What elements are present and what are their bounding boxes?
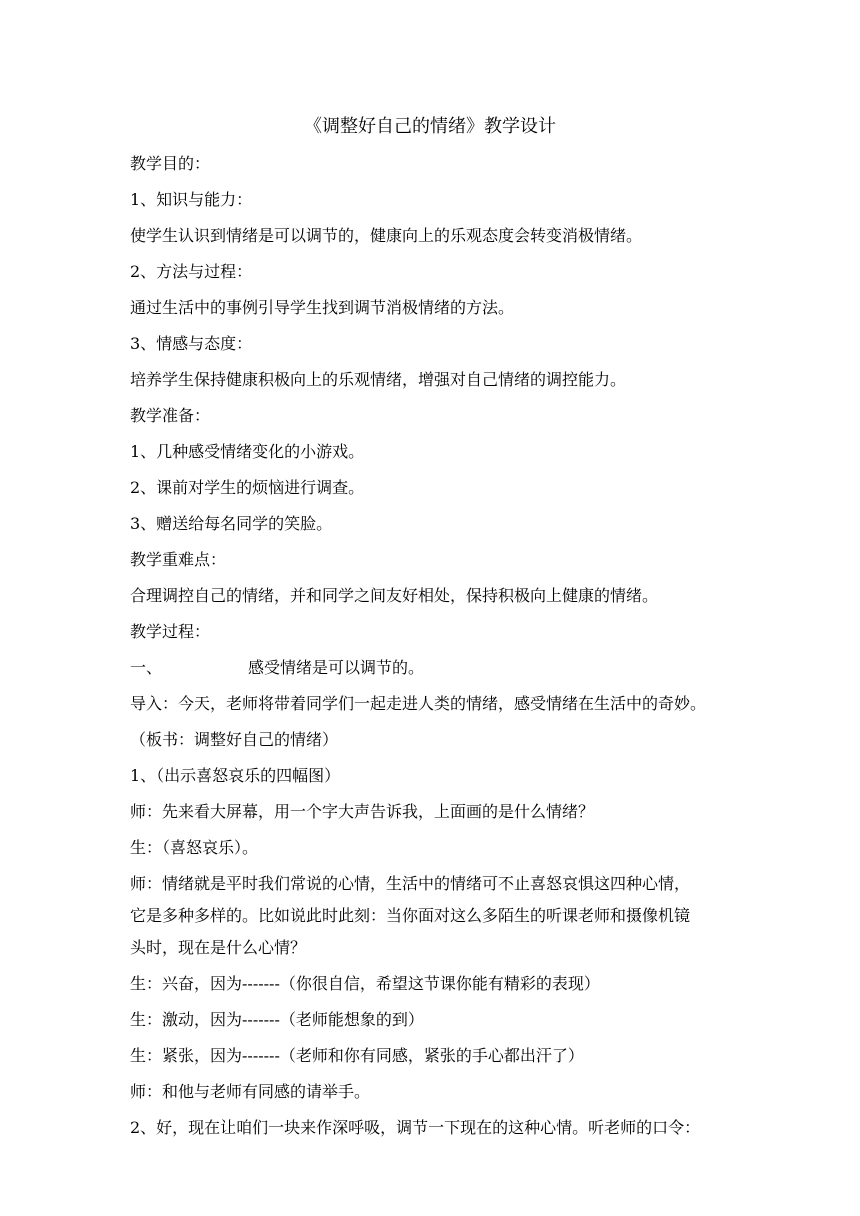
paragraph: 头时，现在是什么心情？ xyxy=(130,938,307,957)
subheading-method-process: 2、方法与过程： xyxy=(130,262,253,281)
heading-teaching-preparation: 教学准备： xyxy=(130,406,211,425)
subheading-emotion-attitude: 3、情感与态度： xyxy=(130,334,253,353)
paragraph: 2、好，现在让咱们一块来作深呼吸，调节一下现在的这种心情。听老师的口令： xyxy=(130,1118,701,1137)
paragraph: 1、（出示喜怒哀乐的四幅图） xyxy=(130,766,341,785)
section-one-heading xyxy=(130,656,740,680)
paragraph: 生：（喜怒哀乐）。 xyxy=(130,838,259,857)
paragraph: （板书：调整好自己的情绪） xyxy=(130,730,339,749)
list-item: 2、课前对学生的烦恼进行调查。 xyxy=(130,478,365,497)
document-title: 《调整好自己的情绪》教学设计 xyxy=(304,116,556,137)
paragraph: 使学生认识到情绪是可以调节的，健康向上的乐观态度会转变消极情绪。 xyxy=(130,226,643,245)
paragraph: 师：情绪就是平时我们常说的心情，生活中的情绪可不止喜怒哀惧这四种心情， xyxy=(130,874,691,893)
heading-teaching-goals: 教学目的： xyxy=(130,154,211,173)
paragraph: 师：和他与老师有同感的请举手。 xyxy=(130,1082,371,1101)
section-one-text: 感受情绪是可以调节的。 xyxy=(248,658,425,677)
paragraph: 生：兴奋，因为-------（你很自信，希望这节课你能有精彩的表现） xyxy=(130,974,600,993)
paragraph: 培养学生保持健康积极向上的乐观情绪，增强对自己情绪的调控能力。 xyxy=(130,370,627,389)
paragraph: 师：先来看大屏幕，用一个字大声告诉我，上面画的是什么情绪？ xyxy=(130,802,595,821)
paragraph: 生：紧张，因为-------（老师和你有同感，紧张的手心都出汗了） xyxy=(130,1046,584,1065)
paragraph: 合理调控自己的情绪，并和同学之间友好相处，保持积极向上健康的情绪。 xyxy=(130,586,659,605)
list-item: 1、几种感受情绪变化的小游戏。 xyxy=(130,442,365,461)
section-one-number: 一、 xyxy=(130,658,163,677)
heading-teaching-process: 教学过程： xyxy=(130,622,211,641)
paragraph: 它是多种多样的。比如说此时此刻：当你面对这么多陌生的听课老师和摄像机镜 xyxy=(130,906,691,925)
subheading-knowledge-ability: 1、知识与能力： xyxy=(130,190,253,209)
paragraph: 导入：今天，老师将带着同学们一起走进人类的情绪，感受情绪在生活中的奇妙。 xyxy=(130,694,707,713)
paragraph: 通过生活中的事例引导学生找到调节消极情绪的方法。 xyxy=(130,298,515,317)
list-item: 3、赠送给每名同学的笑脸。 xyxy=(130,514,333,533)
heading-key-difficulties: 教学重难点： xyxy=(130,550,227,569)
paragraph: 生：激动，因为-------（老师能想象的到） xyxy=(130,1010,424,1029)
